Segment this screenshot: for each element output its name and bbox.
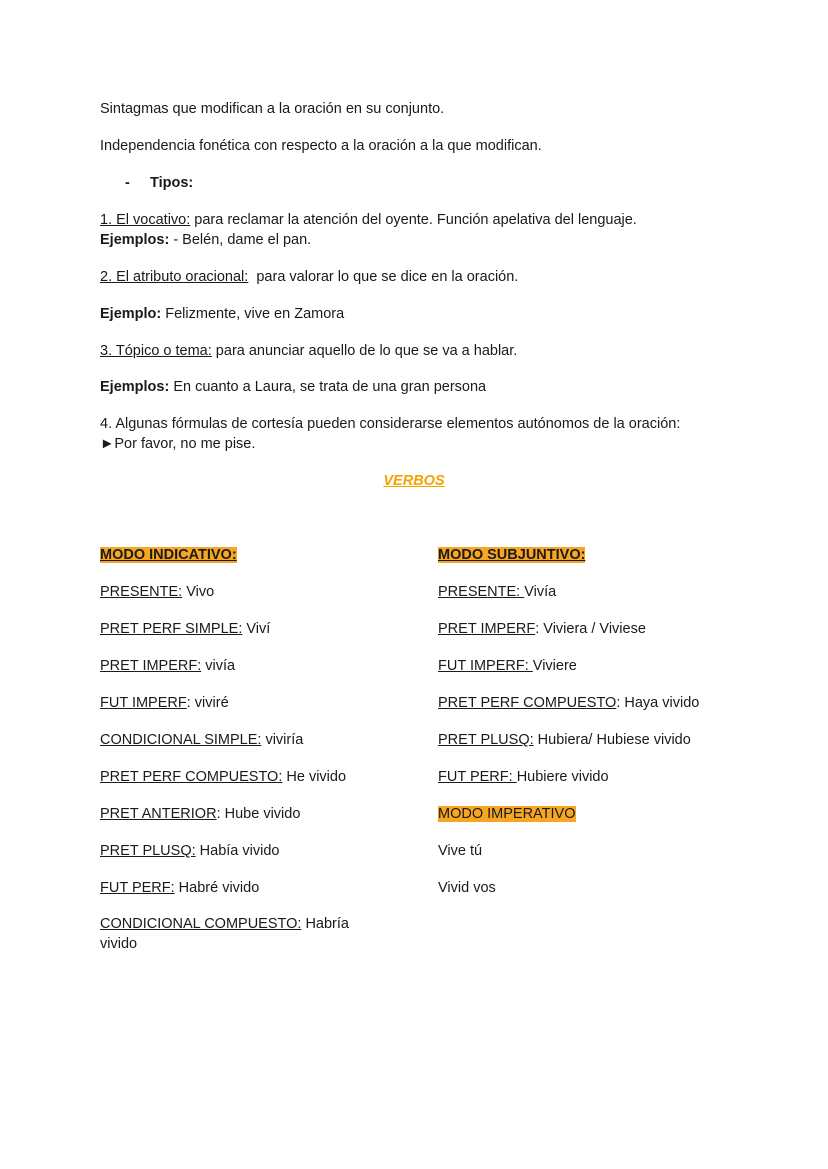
tense-value: Viviera / Viviese (539, 621, 646, 637)
subjuntivo-item (438, 582, 556, 602)
imperativo-item: Vivid vos (438, 880, 496, 896)
tense-value: Viviere (532, 658, 577, 674)
tense-sep: : (216, 806, 221, 822)
tense-label: PRESENTE: (100, 584, 183, 600)
bullet-dash: - (125, 175, 130, 191)
tense-value: Vivo (182, 584, 215, 600)
tense-value: Viví (242, 621, 271, 637)
subjuntivo-heading-text: MODO SUBJUNTIVO: (438, 547, 586, 563)
indicativo-item (100, 841, 279, 861)
indicativo-item (100, 693, 229, 713)
tense-label: PRET ANTERIOR (100, 806, 217, 822)
imperativo-item: Vive tú (438, 843, 483, 859)
tense-label: PRESENTE: (438, 584, 525, 600)
tense-value: Haya vivido (620, 695, 700, 711)
type-atributo (100, 267, 727, 287)
type-vocativo (100, 210, 727, 250)
tense-label: PRET PLUSQ: (100, 843, 196, 859)
indicativo-item (100, 582, 214, 602)
tense-label: PRET IMPERF: (100, 658, 202, 674)
indicativo-item (100, 878, 259, 898)
vocativo-text: para reclamar la atención del oyente. Función apelativa del lenguaje. (190, 212, 637, 228)
imperativo-heading (438, 804, 576, 824)
topico-example-text: En cuanto a Laura, se trata de una gran persona (169, 379, 487, 395)
tense-label: FUT PERF: (100, 880, 175, 896)
tense-label: PRET PERF SIMPLE: (100, 621, 243, 637)
tense-sep: : (535, 621, 540, 637)
indicativo-item (100, 656, 235, 676)
tense-label: FUT PERF: (438, 769, 517, 785)
subjuntivo-item (438, 767, 609, 787)
tense-value: Hube vivido (220, 806, 301, 822)
tense-value: He vivido (282, 769, 347, 785)
tipos-label: Tipos: (150, 175, 194, 191)
atributo-example-label: Ejemplo: (100, 306, 162, 322)
tense-value: viviré (190, 695, 229, 711)
tense-sep: : (186, 695, 191, 711)
topico-label: 3. Tópico o tema: (100, 343, 212, 359)
intro-line-2: Independencia fonética con respecto a la oración a la que modifican. (100, 138, 542, 154)
topico-example-label: Ejemplos: (100, 379, 170, 395)
subjuntivo-item (438, 619, 646, 639)
tense-value: Hubiere vivido (516, 769, 609, 785)
tense-value: Hubiera/ Hubiese vivido (533, 732, 691, 748)
tense-label: PRET PLUSQ: (438, 732, 534, 748)
vocativo-example-text: - Belén, dame el pan. (169, 232, 312, 248)
vocativo-label: 1. El vocativo: (100, 212, 191, 228)
subjuntivo-heading (438, 545, 585, 565)
vocativo-example-label: Ejemplos: (100, 232, 170, 248)
verbos-title: VERBOS (383, 473, 445, 489)
type-topico (100, 341, 727, 361)
imperativo-heading-text: MODO IMPERATIVO (438, 806, 576, 822)
tense-value: Habría vivido (100, 916, 349, 952)
atributo-label: 2. El atributo oracional: (100, 269, 249, 285)
subjuntivo-item (438, 730, 691, 750)
tipos-heading (125, 173, 752, 193)
tense-label: PRET PERF COMPUESTO: (100, 769, 283, 785)
indicativo-heading (100, 545, 237, 565)
topico-text: para anunciar aquello de lo que se va a hablar. (211, 343, 518, 359)
tense-label: PRET PERF COMPUESTO (438, 695, 617, 711)
indicativo-item (100, 804, 300, 824)
atributo-example (100, 304, 727, 324)
tense-value: viviría (261, 732, 304, 748)
subjuntivo-item (438, 693, 699, 713)
indicativo-item (100, 730, 303, 750)
tense-value: vivía (201, 658, 236, 674)
indicativo-item (100, 914, 390, 954)
tense-label: CONDICIONAL SIMPLE: (100, 732, 262, 748)
tense-value: Había vivido (195, 843, 280, 859)
tense-label: FUT IMPERF (100, 695, 187, 711)
atributo-text: para valorar lo que se dice en la oración. (248, 269, 519, 285)
indicativo-heading-text: MODO INDICATIVO: (100, 547, 237, 563)
atributo-example-text: Felizmente, vive en Zamora (161, 306, 345, 322)
subjuntivo-item (438, 656, 577, 676)
tense-value: Vivía (524, 584, 557, 600)
indicativo-item (100, 619, 270, 639)
tense-label: FUT IMPERF: (438, 658, 533, 674)
tense-value: Habré vivido (174, 880, 260, 896)
tense-label: CONDICIONAL COMPUESTO: (100, 916, 302, 932)
intro-line-1: Sintagmas que modifican a la oración en su conjunto. (100, 101, 445, 117)
topico-example (100, 377, 727, 397)
formulas-example: ►Por favor, no me pise. (100, 436, 256, 452)
formulas-text: 4. Algunas fórmulas de cortesía pueden considerarse elementos autónomos de la oración: (100, 416, 681, 432)
tense-label: PRET IMPERF (438, 621, 536, 637)
tense-sep: : (616, 695, 621, 711)
type-formulas (100, 414, 727, 454)
indicativo-item (100, 767, 346, 787)
